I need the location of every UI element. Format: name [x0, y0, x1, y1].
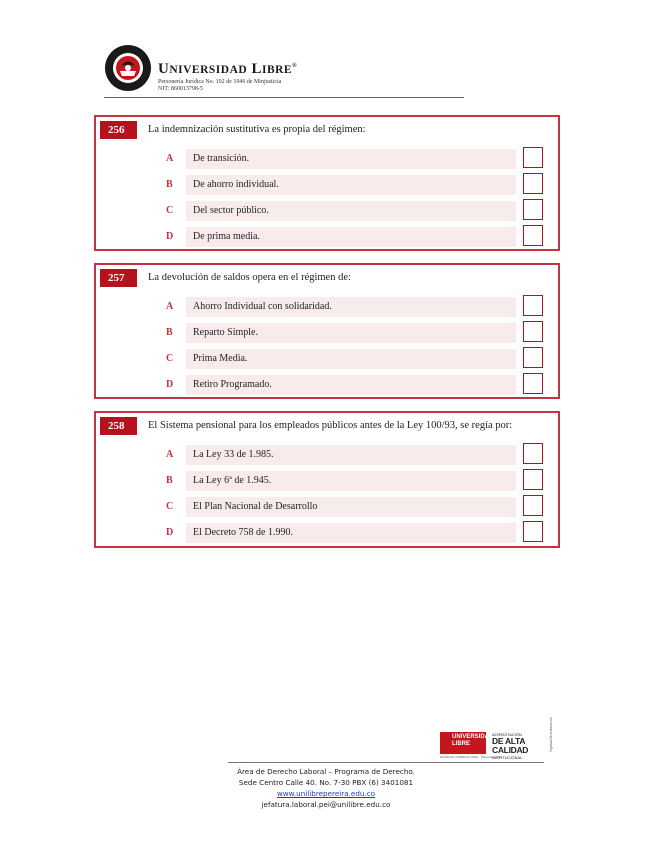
option-field [186, 323, 516, 343]
option-letter: A [166, 153, 174, 164]
option-field [186, 175, 516, 195]
question-block [94, 115, 560, 251]
option-text: La Ley 33 de 1.985. [193, 449, 274, 460]
logo-tagline: Resolución 016892 del 2016 · Vigencia 4 años [440, 755, 502, 759]
logo-left-panel: UNIVERSIDAD LIBRE [440, 732, 486, 754]
answer-option [166, 201, 542, 221]
logo-right-bottom: INSTITUCIONAL [492, 755, 523, 760]
university-legal-info [158, 79, 281, 93]
option-text: Ahorro Individual con solidaridad. [193, 301, 332, 312]
answer-checkbox[interactable] [523, 295, 543, 316]
option-field [186, 375, 516, 395]
answer-option [166, 149, 542, 169]
accreditation-logo [440, 732, 542, 762]
side-note: Vigilada Mineducación [549, 717, 553, 752]
answer-checkbox[interactable] [523, 147, 543, 168]
option-letter: B [166, 179, 173, 190]
option-field [186, 201, 516, 221]
answer-checkbox[interactable] [523, 521, 543, 542]
answer-checkbox[interactable] [523, 321, 543, 342]
question-block [94, 263, 560, 399]
answer-option [166, 445, 542, 465]
option-text: Retiro Programado. [193, 379, 272, 390]
footer-address: Sede Centro Calle 40. No. 7-30 PBX (6) 3401081 [238, 778, 414, 787]
option-text: El Plan Nacional de Desarrollo [193, 501, 318, 512]
option-text: Prima Media. [193, 353, 248, 364]
option-letter: D [166, 527, 174, 538]
logo-right-top: ACREDITACIÓN [492, 732, 522, 737]
answer-option [166, 175, 542, 195]
option-letter: D [166, 379, 174, 390]
option-field [186, 349, 516, 369]
option-text: La Ley 6ª de 1.945. [193, 475, 272, 486]
option-letter: C [166, 353, 174, 364]
option-field [186, 149, 516, 169]
footer-email: jefatura.laboral.pei@unilibre.edu.co [261, 800, 391, 809]
option-letter: A [166, 449, 174, 460]
answer-option [166, 523, 542, 543]
university-name: UNIVERSIDAD LIBRE® [158, 61, 298, 77]
option-text: De transición. [193, 153, 250, 164]
option-letter: C [166, 501, 174, 512]
option-text: De ahorro individual. [193, 179, 279, 190]
option-letter: C [166, 205, 174, 216]
answer-option [166, 471, 542, 491]
option-letter: B [166, 327, 173, 338]
answer-option [166, 297, 542, 317]
university-seal-logo [104, 44, 152, 92]
option-field [186, 297, 516, 317]
option-text: Del sector público. [193, 205, 269, 216]
answer-checkbox[interactable] [523, 373, 543, 394]
answer-option [166, 323, 542, 343]
answer-option [166, 375, 542, 395]
option-letter: B [166, 475, 173, 486]
question-text: El Sistema pensional para los empleados públicos antes de la Ley 100/93, se regía por: [148, 420, 513, 431]
answer-option [166, 227, 542, 247]
answer-option [166, 497, 542, 517]
option-text: El Decreto 758 de 1.990. [193, 527, 293, 538]
answer-checkbox[interactable] [523, 199, 543, 220]
option-letter: D [166, 231, 174, 242]
answer-checkbox[interactable] [523, 225, 543, 246]
question-text: La devolución de saldos opera en el régimen de: [148, 272, 351, 283]
legal-line-1: Personería Jurídica No. 192 de 1946 de Minjusticia [158, 79, 282, 85]
question-block [94, 411, 560, 548]
question-number: 258 [100, 417, 137, 435]
question-number: 257 [100, 269, 137, 287]
option-letter: A [166, 301, 174, 312]
footer-department: Área de Derecho Laboral – Programa de Derecho. [237, 767, 415, 776]
footer-website-link[interactable]: www.unilibrepereira.edu.co [276, 789, 376, 798]
option-text: Reparto Simple. [193, 327, 258, 338]
question-number: 256 [100, 121, 137, 139]
footer-divider [228, 762, 544, 763]
answer-checkbox[interactable] [523, 173, 543, 194]
header-divider [104, 97, 464, 98]
option-field [186, 445, 516, 465]
option-text: De prima media. [193, 231, 260, 242]
option-field [186, 471, 516, 491]
legal-line-2: NIT: 860013798-5 [158, 86, 203, 92]
logo-right-panel [492, 732, 542, 760]
university-header [104, 44, 464, 98]
answer-checkbox[interactable] [523, 495, 543, 516]
footer-contact [228, 766, 424, 810]
answer-checkbox[interactable] [523, 347, 543, 368]
logo-right-big: DE ALTA CALIDAD [492, 736, 529, 755]
option-field [186, 497, 516, 517]
option-field [186, 523, 516, 543]
answer-option [166, 349, 542, 369]
question-text: La indemnización sustitutiva es propia del régimen: [148, 124, 366, 135]
option-field [186, 227, 516, 247]
answer-checkbox[interactable] [523, 443, 543, 464]
answer-checkbox[interactable] [523, 469, 543, 490]
